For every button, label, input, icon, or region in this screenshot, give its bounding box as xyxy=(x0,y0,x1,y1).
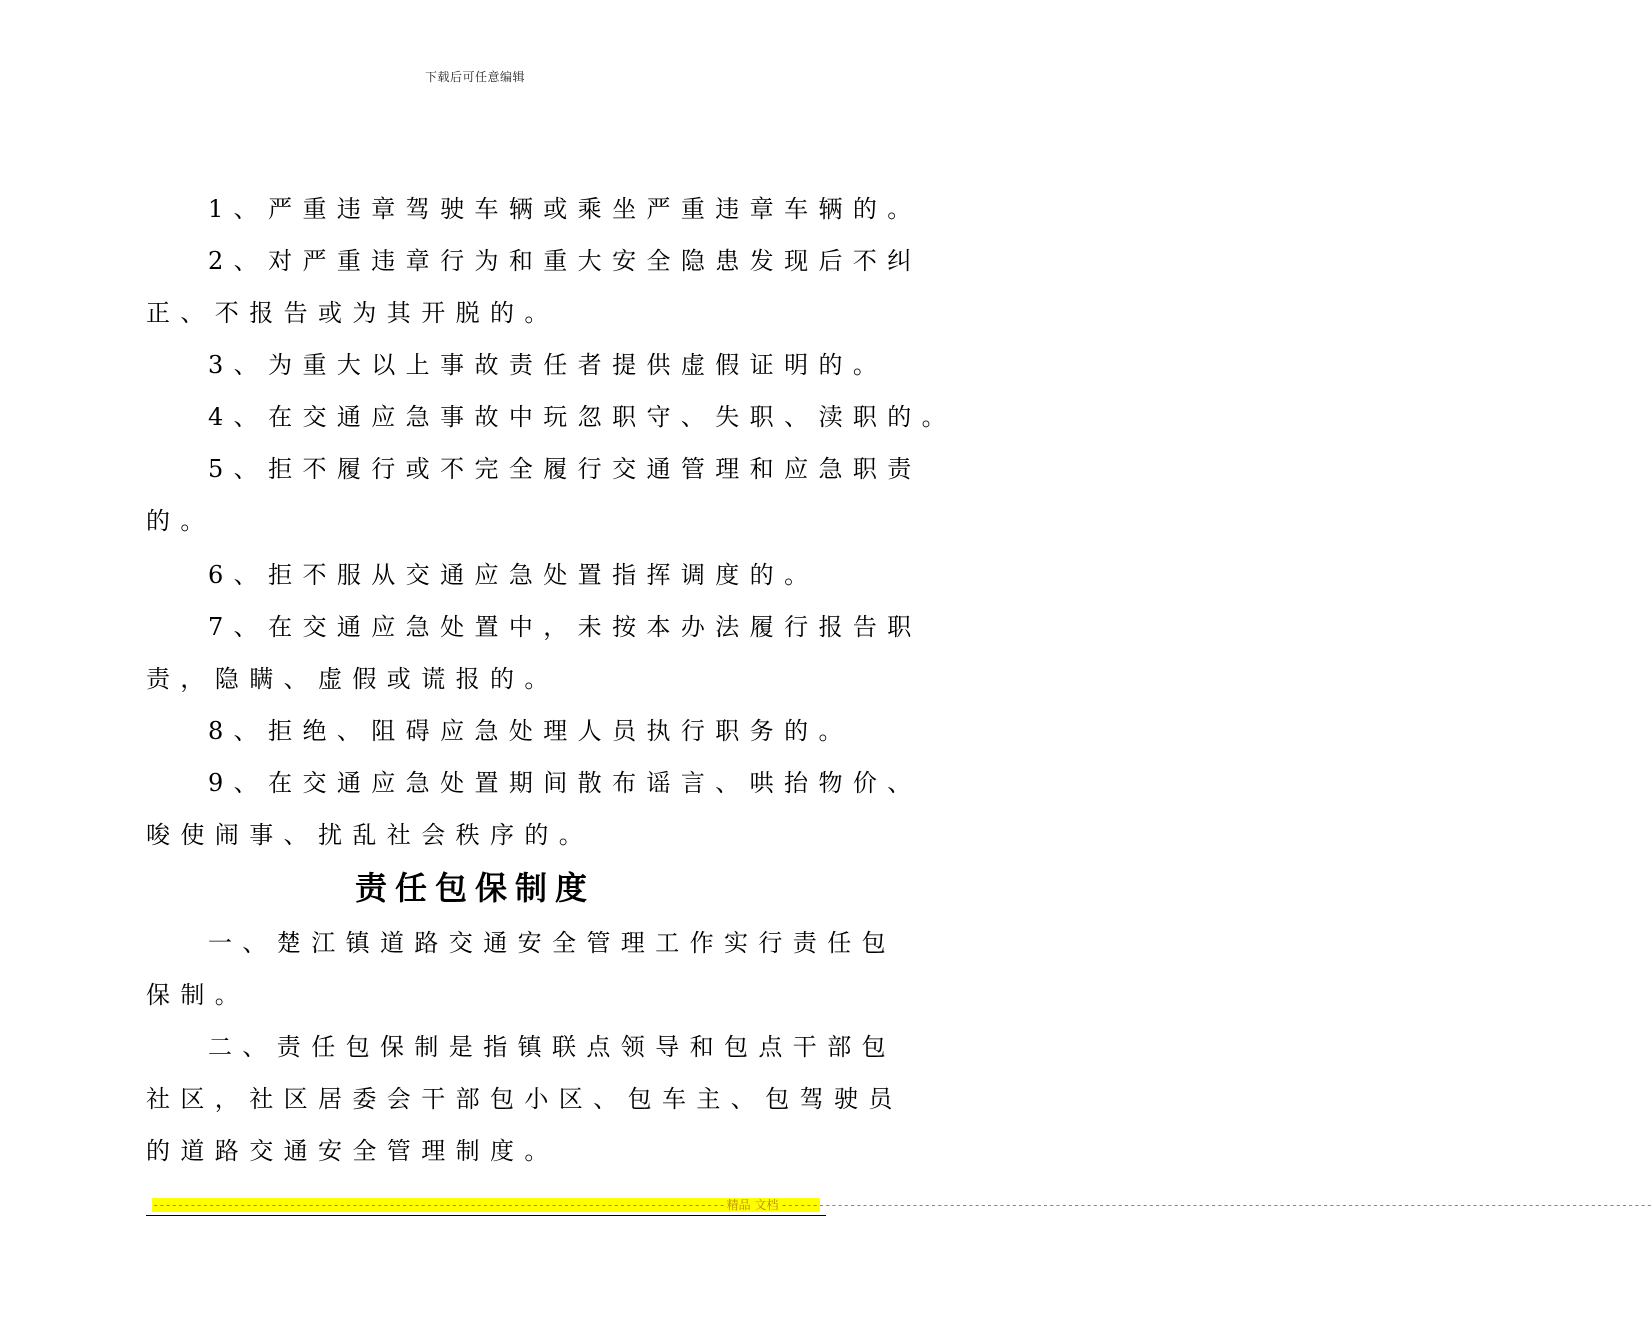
body-line: 社区，社区居委会干部包小区、包车主、包驾驶员 xyxy=(146,1085,903,1113)
body-line: 5、拒不履行或不完全履行交通管理和应急职责 xyxy=(208,455,922,483)
header-note: 下载后可任意编辑 xyxy=(424,70,525,84)
body-line: 一、楚江镇道路交通安全管理工作实行责任包 xyxy=(208,929,896,957)
body-line: 二、责任包保制是指镇联点领导和包点干部包 xyxy=(208,1033,896,1061)
body-line: 6、拒不服从交通应急处置指挥调度的。 xyxy=(208,561,819,589)
body-line: 9、在交通应急处置期间散布谣言、哄抬物价、 xyxy=(208,769,922,797)
body-line: 保制。 xyxy=(146,981,250,1009)
footer-dashes-right: -------------------------------------------------------------------------------------------------------------------------------------------- xyxy=(780,1198,1652,1212)
body-line: 8、拒绝、阻碍应急处理人员执行职务的。 xyxy=(208,717,853,745)
body-line: 4、在交通应急事故中玩忽职守、失职、渎职的。 xyxy=(208,403,957,431)
body-line: 2、对严重违章行为和重大安全隐患发现后不纠 xyxy=(208,247,922,275)
body-line: 7、在交通应急处置中，未按本办法履行报告职 xyxy=(208,613,922,641)
body-line: 3、为重大以上事故责任者提供虚假证明的。 xyxy=(208,351,888,379)
body-line: 1、严重违章驾驶车辆或乘坐严重违章车辆的。 xyxy=(208,195,922,223)
body-line: 正、不报告或为其开脱的。 xyxy=(146,299,559,327)
footer-dashes-left: -------------------------------------------------------------------------------------------- xyxy=(152,1198,725,1212)
footer-label: 精品 文档 xyxy=(726,1198,779,1212)
body-line: 责，隐瞒、虚假或谎报的。 xyxy=(146,665,559,693)
section-title: 责任包保制度 xyxy=(354,869,595,907)
body-line: 唆使闹事、扰乱社会秩序的。 xyxy=(146,821,594,849)
body-line: 的道路交通安全管理制度。 xyxy=(146,1137,559,1165)
footer-banner xyxy=(152,1198,1652,1212)
body-line: 的。 xyxy=(146,507,215,535)
footer-rule xyxy=(146,1215,826,1216)
